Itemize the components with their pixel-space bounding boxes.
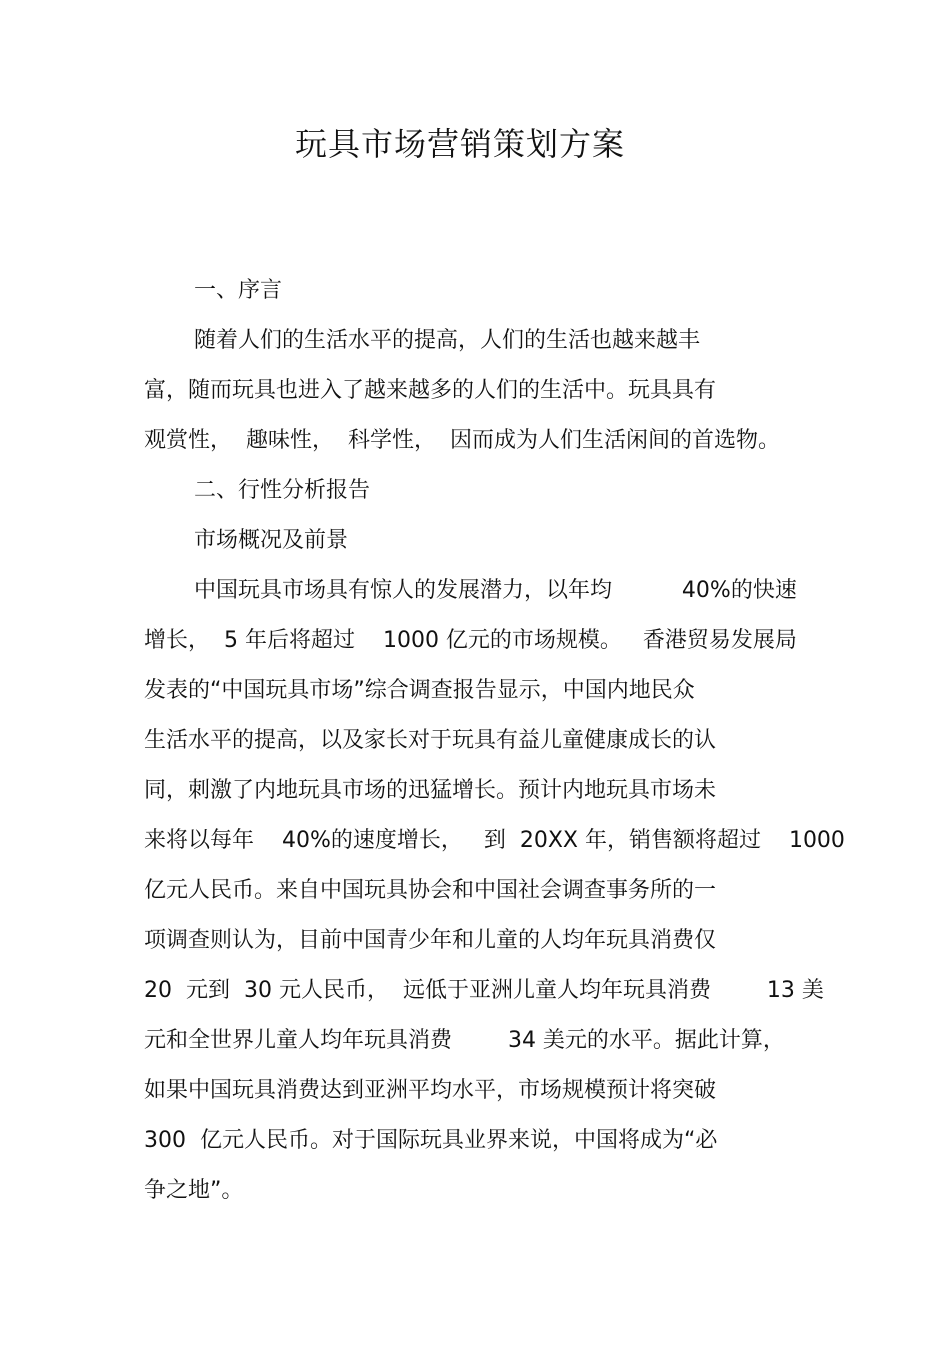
section-heading-analysis: 二、行性分析报告 (194, 478, 371, 503)
paragraph-line: 项调查则认为，目前中国青少年和儿童的人均年玩具消费仅 (144, 928, 717, 953)
paragraph-line: 随着人们的生活水平的提高，人们的生活也越来越丰 (194, 328, 701, 353)
paragraph-line: 亿元人民币。来自中国玩具协会和中国社会调查事务所的一 (144, 878, 717, 903)
paragraph-line: 如果中国玩具消费达到亚洲平均水平，市场规模预计将突破 (144, 1078, 717, 1103)
paragraph-line: 发表的“中国玩具市场”综合调查报告显示，中国内地民众 (144, 678, 695, 703)
paragraph-line: 争之地”。 (144, 1178, 244, 1203)
paragraph-line: 元和全世界儿童人均年玩具消费 34 美元的水平。据此计算， (144, 1028, 785, 1053)
paragraph-line: 20 元到 30 元人民币， 远低于亚洲儿童人均年玩具消费 13 美 (144, 978, 824, 1003)
paragraph-line: 同，刺激了内地玩具市场的迅猛增长。预计内地玩具市场未 (144, 778, 717, 803)
paragraph-line: 生活水平的提高，以及家长对于玩具有益儿童健康成长的认 (144, 728, 717, 753)
paragraph-line: 来将以每年 40%的速度增长， 到 20XX 年，销售额将超过 1000 (144, 828, 845, 853)
paragraph-line: 增长， 5 年后将超过 1000 亿元的市场规模。 香港贸易发展局 (144, 628, 797, 653)
paragraph-line: 300 亿元人民币。对于国际玩具业界来说，中国将成为“必 (144, 1128, 718, 1153)
paragraph-line: 富，随而玩具也进入了越来越多的人们的生活中。玩具具有 (144, 378, 717, 403)
document-title: 玩具市场营销策划方案 (294, 125, 625, 163)
section-heading-preface: 一、序言 (194, 278, 283, 303)
paragraph-line: 观赏性， 趣味性， 科学性， 因而成为人们生活闲间的首选物。 (144, 428, 780, 453)
subsection-heading: 市场概况及前景 (194, 528, 349, 553)
paragraph-line: 中国玩具市场具有惊人的发展潜力，以年均 40%的快速 (194, 578, 797, 603)
